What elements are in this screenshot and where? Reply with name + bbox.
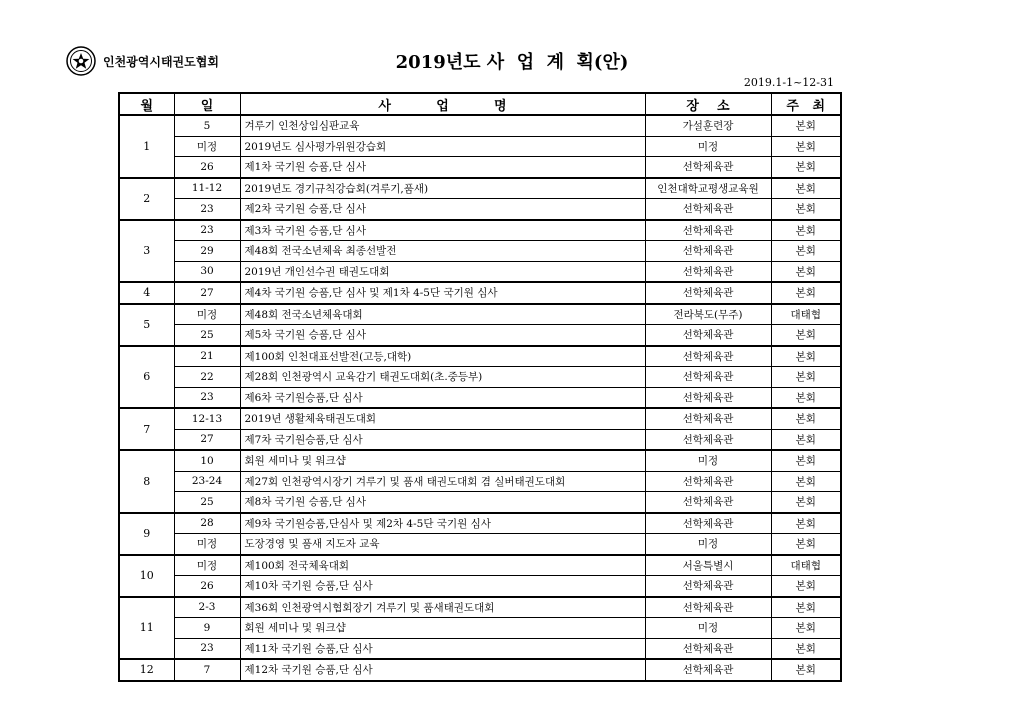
day-cell: 30 <box>174 261 240 282</box>
day-cell: 27 <box>174 282 240 304</box>
column-header-month: 월 <box>119 93 174 115</box>
table-row <box>119 618 841 639</box>
table-header-row <box>119 93 841 115</box>
day-cell: 미정 <box>174 555 240 576</box>
day-cell: 28 <box>174 513 240 534</box>
host-cell: 본회 <box>771 157 841 178</box>
day-cell: 5 <box>174 115 240 136</box>
place-cell: 선학체육관 <box>645 576 771 597</box>
table-row <box>119 492 841 513</box>
day-cell: 미정 <box>174 304 240 325</box>
event-cell: 제27회 인천광역시장기 겨루기 및 품새 태권도대회 겸 실버태권도대회 <box>240 471 645 492</box>
page-title: 2019년도 사 업 계 획(안) <box>395 52 629 73</box>
month-cell: 11 <box>119 597 174 660</box>
table-row <box>119 346 841 367</box>
place-cell: 선학체육관 <box>645 597 771 618</box>
month-cell: 8 <box>119 450 174 513</box>
event-cell: 제36회 인천광역시협회장기 겨루기 및 품새태권도대회 <box>240 597 645 618</box>
column-header-place: 장 소 <box>645 93 771 115</box>
place-cell: 미정 <box>645 534 771 555</box>
table-row <box>119 597 841 618</box>
host-cell: 본회 <box>771 178 841 199</box>
event-cell: 제5차 국기원 승품,단 심사 <box>240 325 645 346</box>
table-row <box>119 659 841 681</box>
place-cell: 선학체육관 <box>645 513 771 534</box>
organization-name: 인천광역시태권도협회 <box>103 55 219 69</box>
host-cell: 본회 <box>771 429 841 450</box>
column-header-host: 주 최 <box>771 93 841 115</box>
event-cell: 제3차 국기원 승품,단 심사 <box>240 220 645 241</box>
place-cell: 선학체육관 <box>645 241 771 262</box>
day-cell: 11-12 <box>174 178 240 199</box>
host-cell: 본회 <box>771 367 841 388</box>
event-cell: 제100회 인천대표선발전(고등,대학) <box>240 346 645 367</box>
table-row <box>119 638 841 659</box>
table-row <box>119 387 841 408</box>
month-cell: 7 <box>119 408 174 450</box>
day-cell: 29 <box>174 241 240 262</box>
place-cell: 선학체육관 <box>645 659 771 681</box>
event-cell: 제10차 국기원 승품,단 심사 <box>240 576 645 597</box>
event-cell: 제2차 국기원 승품,단 심사 <box>240 199 645 220</box>
table-row <box>119 178 841 199</box>
month-cell: 12 <box>119 659 174 681</box>
host-cell: 본회 <box>771 534 841 555</box>
day-cell: 23 <box>174 638 240 659</box>
event-cell: 회원 세미나 및 워크샵 <box>240 618 645 639</box>
table-row <box>119 157 841 178</box>
event-cell: 제4차 국기원 승품,단 심사 및 제1차 4-5단 국기원 심사 <box>240 282 645 304</box>
place-cell: 선학체육관 <box>645 199 771 220</box>
day-cell: 2-3 <box>174 597 240 618</box>
day-cell: 23 <box>174 387 240 408</box>
month-cell: 6 <box>119 346 174 409</box>
column-header-event: 사 업 명 <box>240 93 645 115</box>
host-cell: 본회 <box>771 220 841 241</box>
host-cell: 본회 <box>771 638 841 659</box>
table-body <box>119 115 841 681</box>
host-cell: 본회 <box>771 618 841 639</box>
place-cell: 선학체육관 <box>645 157 771 178</box>
table-row <box>119 555 841 576</box>
place-cell: 미정 <box>645 136 771 157</box>
table-row <box>119 513 841 534</box>
place-cell: 서울특별시 <box>645 555 771 576</box>
host-cell: 본회 <box>771 513 841 534</box>
host-cell: 대태협 <box>771 555 841 576</box>
day-cell: 25 <box>174 325 240 346</box>
table-row <box>119 450 841 471</box>
event-cell: 2019년도 경기규칙강습회(겨루기,품새) <box>240 178 645 199</box>
day-cell: 12-13 <box>174 408 240 429</box>
event-cell: 제100회 전국체육대회 <box>240 555 645 576</box>
host-cell: 본회 <box>771 241 841 262</box>
day-cell: 26 <box>174 576 240 597</box>
business-plan-table <box>118 92 842 682</box>
day-cell: 10 <box>174 450 240 471</box>
place-cell: 미정 <box>645 450 771 471</box>
table-row <box>119 241 841 262</box>
place-cell: 인천대학교평생교육원 <box>645 178 771 199</box>
event-cell: 제6차 국기원승품,단 심사 <box>240 387 645 408</box>
event-cell: 2019년도 심사평가위원강습회 <box>240 136 645 157</box>
place-cell: 선학체육관 <box>645 471 771 492</box>
table-row <box>119 220 841 241</box>
place-cell: 선학체육관 <box>645 220 771 241</box>
day-cell: 21 <box>174 346 240 367</box>
day-cell: 26 <box>174 157 240 178</box>
day-cell: 9 <box>174 618 240 639</box>
table-row <box>119 367 841 388</box>
event-cell: 제9차 국기원승품,단심사 및 제2차 4-5단 국기원 심사 <box>240 513 645 534</box>
host-cell: 본회 <box>771 325 841 346</box>
day-cell: 미정 <box>174 136 240 157</box>
place-cell: 선학체육관 <box>645 387 771 408</box>
place-cell: 가설훈련장 <box>645 115 771 136</box>
event-cell: 회원 세미나 및 워크샵 <box>240 450 645 471</box>
event-cell: 제48회 전국소년체육대회 <box>240 304 645 325</box>
host-cell: 본회 <box>771 261 841 282</box>
event-cell: 제12차 국기원 승품,단 심사 <box>240 659 645 681</box>
day-cell: 22 <box>174 367 240 388</box>
month-cell: 5 <box>119 304 174 346</box>
host-cell: 본회 <box>771 136 841 157</box>
month-cell: 2 <box>119 178 174 220</box>
event-cell: 제8차 국기원 승품,단 심사 <box>240 492 645 513</box>
host-cell: 본회 <box>771 282 841 304</box>
date-range: 2019.1-1~12-31 <box>743 76 834 89</box>
place-cell: 선학체육관 <box>645 638 771 659</box>
table-row <box>119 576 841 597</box>
place-cell: 선학체육관 <box>645 367 771 388</box>
day-cell: 미정 <box>174 534 240 555</box>
day-cell: 23 <box>174 220 240 241</box>
event-cell: 도장경영 및 품새 지도자 교육 <box>240 534 645 555</box>
event-cell: 2019년 개인선수권 태권도대회 <box>240 261 645 282</box>
host-cell: 본회 <box>771 199 841 220</box>
host-cell: 본회 <box>771 387 841 408</box>
host-cell: 본회 <box>771 450 841 471</box>
table-row <box>119 408 841 429</box>
event-cell: 제28회 인천광역시 교육감기 태권도대회(초.중등부) <box>240 367 645 388</box>
month-cell: 3 <box>119 220 174 283</box>
day-cell: 27 <box>174 429 240 450</box>
table-row <box>119 115 841 136</box>
place-cell: 선학체육관 <box>645 408 771 429</box>
day-cell: 23 <box>174 199 240 220</box>
place-cell: 선학체육관 <box>645 346 771 367</box>
host-cell: 본회 <box>771 492 841 513</box>
day-cell: 25 <box>174 492 240 513</box>
event-cell: 2019년 생활체육태권도대회 <box>240 408 645 429</box>
month-cell: 4 <box>119 282 174 304</box>
event-cell: 제11차 국기원 승품,단 심사 <box>240 638 645 659</box>
month-cell: 9 <box>119 513 174 555</box>
month-cell: 1 <box>119 115 174 178</box>
place-cell: 선학체육관 <box>645 261 771 282</box>
table-row <box>119 136 841 157</box>
day-cell: 7 <box>174 659 240 681</box>
event-cell: 제7차 국기원승품,단 심사 <box>240 429 645 450</box>
column-header-day: 일 <box>174 93 240 115</box>
place-cell: 전라북도(무주) <box>645 304 771 325</box>
place-cell: 선학체육관 <box>645 429 771 450</box>
host-cell: 본회 <box>771 597 841 618</box>
table-row <box>119 261 841 282</box>
place-cell: 미정 <box>645 618 771 639</box>
table-row <box>119 471 841 492</box>
host-cell: 본회 <box>771 659 841 681</box>
day-cell: 23-24 <box>174 471 240 492</box>
table-row <box>119 282 841 304</box>
place-cell: 선학체육관 <box>645 282 771 304</box>
table-row <box>119 429 841 450</box>
table-row <box>119 304 841 325</box>
host-cell: 본회 <box>771 115 841 136</box>
event-cell: 겨루기 인천상임심판교육 <box>240 115 645 136</box>
host-cell: 본회 <box>771 346 841 367</box>
table-row <box>119 534 841 555</box>
table-row <box>119 199 841 220</box>
host-cell: 본회 <box>771 576 841 597</box>
month-cell: 10 <box>119 555 174 597</box>
host-cell: 대태협 <box>771 304 841 325</box>
table-row <box>119 325 841 346</box>
place-cell: 선학체육관 <box>645 492 771 513</box>
event-cell: 제1차 국기원 승품,단 심사 <box>240 157 645 178</box>
host-cell: 본회 <box>771 408 841 429</box>
place-cell: 선학체육관 <box>645 325 771 346</box>
host-cell: 본회 <box>771 471 841 492</box>
event-cell: 제48회 전국소년체육 최종선발전 <box>240 241 645 262</box>
